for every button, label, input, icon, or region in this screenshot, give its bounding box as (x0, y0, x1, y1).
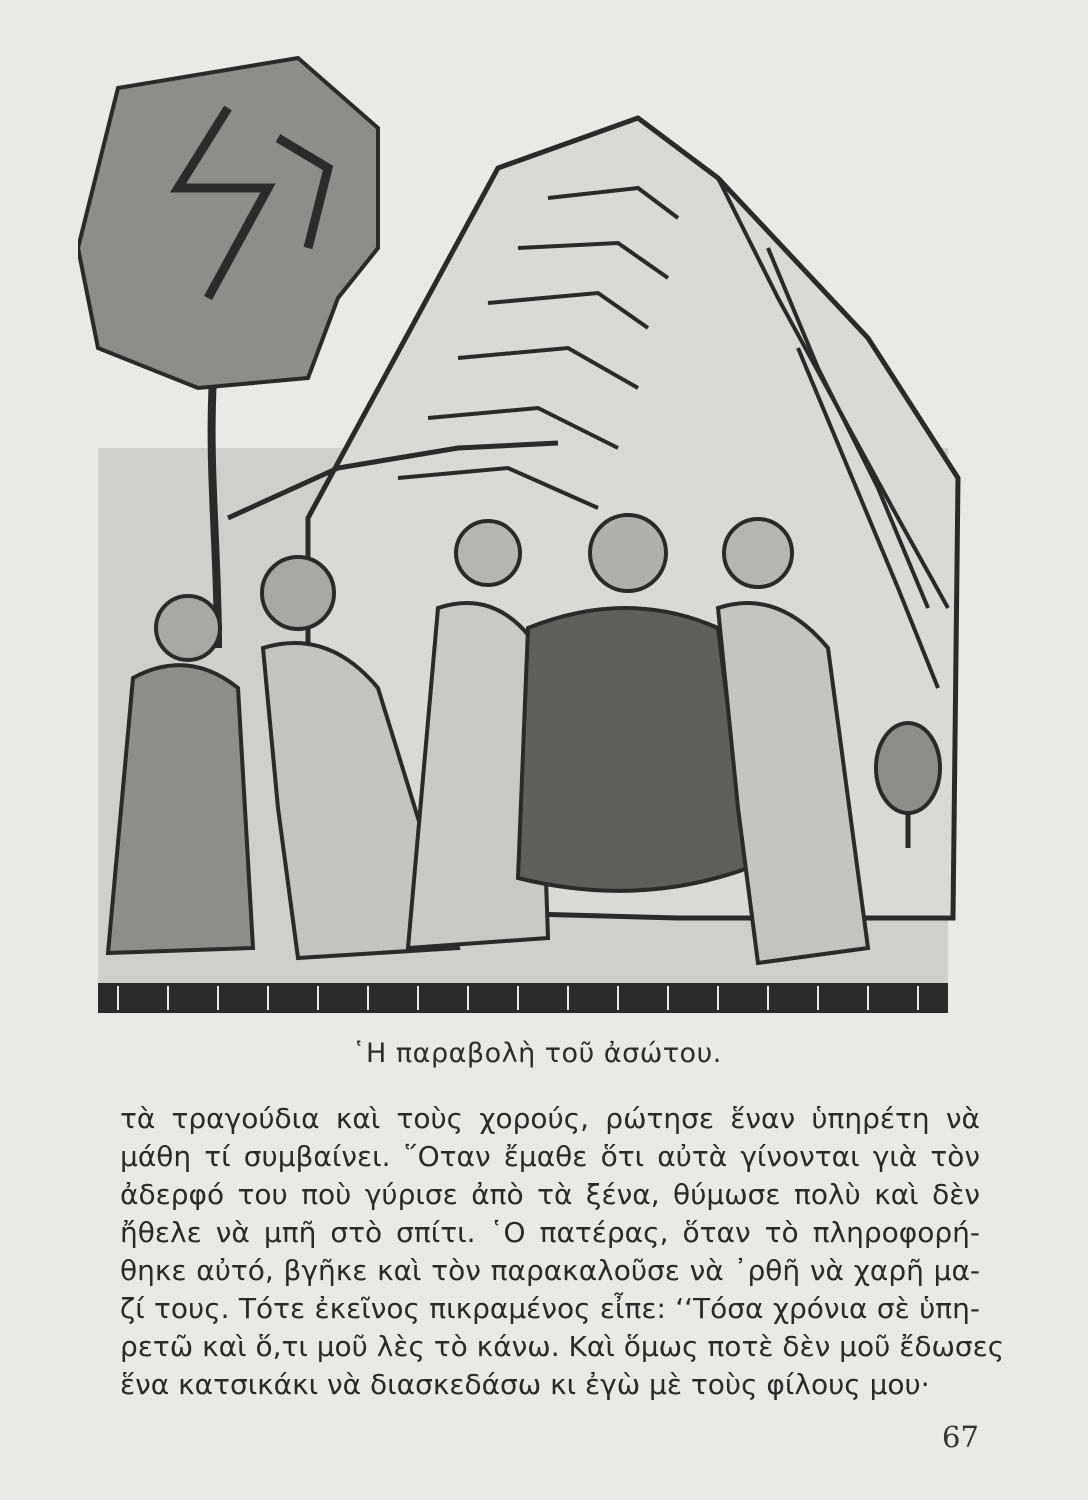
text-line: μάθη τί συμβαίνει. ῞Οταν ἔμαθε ὅτι αὐτὰ γίνονται γιὰ τὸν (120, 1140, 980, 1173)
text-line: ἤθελε νὰ μπῆ στὸ σπίτι. ῾Ο πατέρας, ὅταν τὸ πληροφορή- (120, 1216, 980, 1249)
text-line: ζί τους. Τότε ἐκεῖνος πικραμένος εἶπε: ‘‘Τόσα χρόνια σὲ ὑπη- (120, 1292, 980, 1325)
body-paragraph (120, 1100, 1005, 1404)
ground-strip (98, 983, 948, 1013)
tree-canopy (78, 58, 378, 388)
text-line: τὰ τραγούδια καὶ τοὺς χορούς, ρώτησε ἕναν ὑπηρέτη νὰ (120, 1102, 980, 1135)
page-number: 67 (942, 1420, 979, 1454)
woodcut-illustration (78, 48, 968, 1023)
illustration-caption: ῾Η παραβολὴ τοῦ ἀσώτου. (352, 1038, 722, 1069)
text-line: ἀδερφό του ποὺ γύρισε ἀπὸ τὰ ξένα, θύμωσε πολὺ καὶ δὲν (120, 1178, 980, 1211)
text-line: ρετῶ καὶ ὅ,τι μοῦ λὲς τὸ κάνω. Καὶ ὅμως ποτὲ δὲν μοῦ ἔδωσες (120, 1330, 1005, 1363)
text-line: ἕνα κατσικάκι νὰ διασκεδάσω κι ἐγὼ μὲ τοὺς φίλους μου· (120, 1368, 930, 1401)
illustration-drawing (78, 48, 968, 1023)
text-line: θηκε αὐτό, βγῆκε καὶ τὸν παρακαλοῦσε νὰ ᾽ρθῆ νὰ χαρῆ μα- (120, 1254, 980, 1287)
